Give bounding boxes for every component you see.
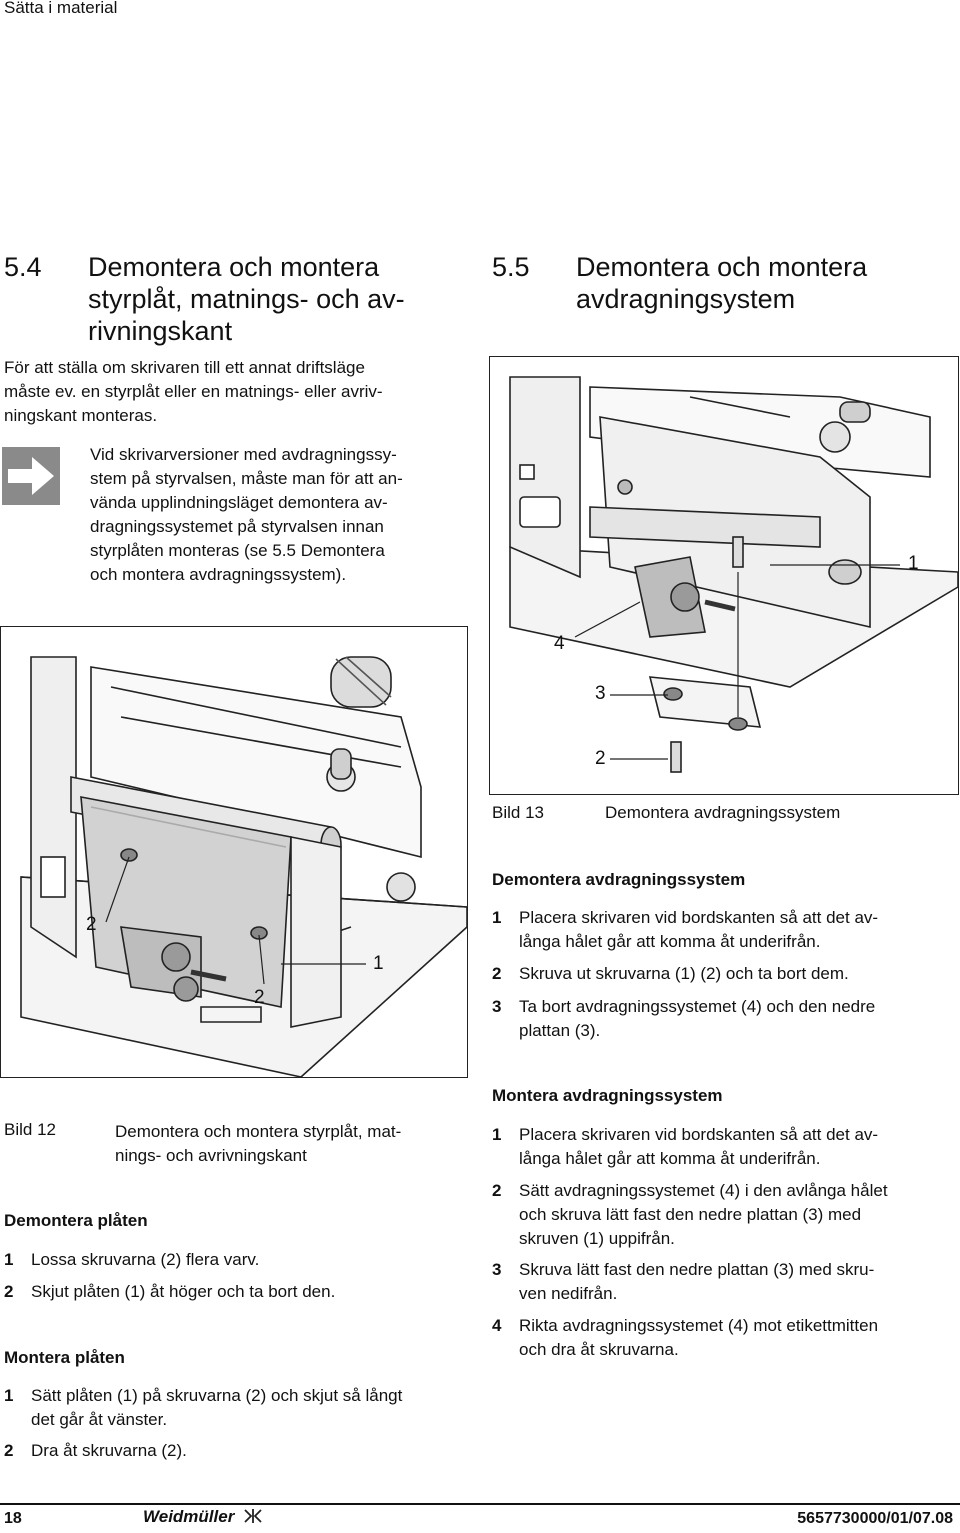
- step-number: 3: [492, 997, 502, 1016]
- step-item: [4, 1248, 464, 1272]
- step-item: [4, 1280, 464, 1304]
- note-line: vända upplindningsläget demontera av-: [90, 493, 388, 512]
- step-item: [492, 906, 952, 954]
- step-number: 2: [492, 964, 502, 983]
- section-55-number: 5.5: [492, 252, 530, 282]
- step-number: 1: [492, 1125, 502, 1144]
- step-text: Placera skrivaren vid bordskanten så att det av-: [519, 908, 879, 927]
- caption-line: Demontera och montera styrplåt, mat-: [115, 1122, 402, 1141]
- step-number: 1: [4, 1386, 14, 1405]
- figure-12-caption-text: [115, 1120, 401, 1168]
- brand-name: Weidmüller: [143, 1507, 235, 1526]
- step-item: [492, 1314, 952, 1362]
- step-item: [492, 1123, 952, 1171]
- section-54-heading: [4, 251, 464, 351]
- step-number: 4: [492, 1316, 502, 1335]
- callout-label: 1: [373, 953, 384, 974]
- note-line: och montera avdragningssystem).: [90, 565, 347, 584]
- figure-13-caption-label: Bild 13: [492, 803, 544, 822]
- section-54-title-line: rivningskant: [88, 316, 233, 346]
- step-text: Placera skrivaren vid bordskanten så att det av-: [519, 1125, 879, 1144]
- note-text: [90, 443, 403, 587]
- callout-label: 2: [595, 748, 606, 769]
- callout-label: 4: [554, 633, 565, 654]
- mount-peel-off-heading: Montera avdragningssystem: [492, 1086, 723, 1105]
- step-text: Sätt avdragningssystemet (4) i den avlånga hålet: [519, 1181, 888, 1200]
- step-text: plattan (3).: [519, 1021, 601, 1040]
- step-item: [4, 1439, 464, 1463]
- step-number: 3: [492, 1260, 502, 1279]
- intro-line: För att ställa om skrivaren till ett annat driftsläge: [4, 358, 365, 377]
- caption-line: nings- och avrivningskant: [115, 1146, 307, 1165]
- step-text: och skruva lätt fast den nedre plattan (3) med: [519, 1205, 862, 1224]
- printer-guide-plate-illustration: [1, 627, 467, 1077]
- callout-label: 2: [86, 914, 97, 935]
- step-text: Dra åt skruvarna (2).: [31, 1441, 187, 1460]
- step-item: [492, 1258, 952, 1306]
- step-text: långa hålet går att komma åt underifrån.: [519, 932, 821, 951]
- section-54-intro: [4, 356, 383, 428]
- step-text: och dra åt skruvarna.: [519, 1340, 679, 1359]
- step-number: 1: [4, 1250, 14, 1269]
- remove-peel-off-heading: Demontera avdragningssystem: [492, 870, 746, 889]
- intro-line: ningskant monteras.: [4, 406, 158, 425]
- step-text: det går åt vänster.: [31, 1410, 168, 1429]
- section-55-heading: [492, 251, 952, 321]
- figure-12-caption-label: Bild 12: [4, 1120, 56, 1139]
- page-number: 18: [4, 1510, 22, 1527]
- figure-13-caption-text: Demontera avdragningssystem: [605, 803, 841, 822]
- weidmuller-logo-icon: [243, 1507, 263, 1525]
- running-header: Sätta i material: [4, 0, 118, 17]
- section-55-title-line: avdragningsystem: [576, 284, 796, 314]
- remove-plate-heading: Demontera plåten: [4, 1211, 148, 1230]
- callout-label: 1: [908, 553, 919, 574]
- step-text: Lossa skruvarna (2) flera varv.: [31, 1250, 260, 1269]
- peel-off-system-illustration: [490, 357, 958, 794]
- step-text: Sätt plåten (1) på skruvarna (2) och skjut så långt: [31, 1386, 403, 1405]
- brand-logo: [143, 1507, 263, 1531]
- step-text: Skjut plåten (1) åt höger och ta bort den.: [31, 1282, 336, 1301]
- note-line: dragningssystemet på styrvalsen innan: [90, 517, 384, 536]
- step-text: skruven (1) uppifrån.: [519, 1229, 675, 1248]
- step-number: 2: [4, 1441, 14, 1460]
- section-55-title-line: Demontera och montera: [576, 252, 868, 282]
- footer-divider: [0, 1503, 960, 1505]
- step-number: 2: [492, 1181, 502, 1200]
- mount-plate-heading: Montera plåten: [4, 1348, 125, 1367]
- callout-label: 2: [254, 987, 265, 1008]
- step-text: Ta bort avdragningssystemet (4) och den nedre: [519, 997, 876, 1016]
- intro-line: måste ev. en styrplåt eller en matnings- eller avriv-: [4, 382, 383, 401]
- step-text: långa hålet går att komma åt underifrån.: [519, 1149, 821, 1168]
- figure-12: [0, 626, 468, 1078]
- step-text: Skruva ut skruvarna (1) (2) och ta bort dem.: [519, 964, 849, 983]
- step-number: 2: [4, 1282, 14, 1301]
- arrow-right-icon: [2, 447, 60, 505]
- section-54-title-line: styrplåt, matnings- och av-: [88, 284, 405, 314]
- note-line: styrplåten monteras (se 5.5 Demontera: [90, 541, 385, 560]
- note-line: Vid skrivarversioner med avdragningssy-: [90, 445, 397, 464]
- step-text: Skruva lätt fast den nedre plattan (3) med skru-: [519, 1260, 875, 1279]
- figure-13: [489, 356, 959, 795]
- step-item: [492, 995, 952, 1043]
- step-text: ven nedifrån.: [519, 1284, 618, 1303]
- step-number: 1: [492, 908, 502, 927]
- note-line: stem på styrvalsen, måste man för att an-: [90, 469, 403, 488]
- step-item: [4, 1384, 474, 1432]
- step-item: [492, 962, 952, 986]
- callout-label: 3: [595, 683, 606, 704]
- step-text: Rikta avdragningssystemet (4) mot etikettmitten: [519, 1316, 879, 1335]
- step-item: [492, 1179, 954, 1251]
- section-54-number: 5.4: [4, 252, 42, 282]
- document-number: 5657730000/01/07.08: [797, 1510, 953, 1527]
- section-54-title-line: Demontera och montera: [88, 252, 380, 282]
